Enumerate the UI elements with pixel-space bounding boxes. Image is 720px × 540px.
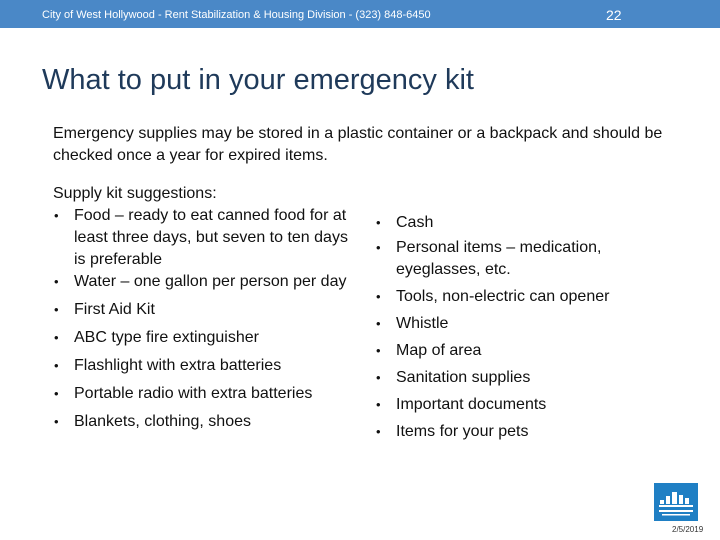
bullet-icon: •	[376, 240, 381, 255]
bullet-icon: •	[54, 414, 59, 429]
page-number: 22	[606, 7, 622, 23]
bullet-icon: •	[54, 358, 59, 373]
bullet-icon: •	[376, 215, 381, 230]
bullet-icon: •	[54, 302, 59, 317]
city-logo-graphic	[654, 483, 698, 521]
list-item	[375, 394, 675, 416]
list-item	[53, 299, 363, 321]
bullet-icon: •	[376, 289, 381, 304]
bullet-icon: •	[54, 386, 59, 401]
intro-paragraph: Emergency supplies may be stored in a plastic container or a backpack and should be checked once a year for expired items.	[53, 125, 663, 164]
list-item-text: ABC type fire extinguisher	[74, 329, 259, 346]
list-item-text: Important documents	[396, 396, 547, 413]
list-item-text: Personal items – medication, eyeglasses, etc.	[396, 239, 602, 278]
list-item	[375, 237, 675, 281]
list-item-text: Water – one gallon per person per day	[74, 273, 347, 290]
list-item	[375, 340, 675, 362]
list-item	[375, 367, 675, 389]
bullet-icon: •	[54, 208, 59, 223]
list-item-text: Cash	[396, 214, 434, 231]
bullet-icon: •	[376, 316, 381, 331]
list-item-text: Whistle	[396, 315, 449, 332]
list-item-text: Map of area	[396, 342, 482, 359]
footer-date: 2/5/2019	[672, 525, 704, 534]
slide-title: What to put in your emergency kit	[42, 64, 474, 96]
list-item-text: Portable radio with extra batteries	[74, 385, 313, 402]
bullet-icon: •	[54, 274, 59, 289]
list-item	[53, 327, 363, 349]
bullet-icon: •	[376, 424, 381, 439]
list-item-text: Blankets, clothing, shoes	[74, 413, 251, 430]
list-item-text: First Aid Kit	[74, 301, 155, 318]
supply-kit-right-column	[375, 212, 675, 448]
list-item	[53, 205, 363, 271]
list-item-text: Food – ready to eat canned food for at least three days, but seven to ten days is preferable	[74, 207, 348, 268]
supply-kit-heading: Supply kit suggestions:	[53, 185, 217, 202]
list-item	[53, 271, 363, 293]
bullet-icon: •	[54, 330, 59, 345]
list-item	[375, 212, 675, 234]
list-item	[375, 421, 675, 443]
right-list	[375, 212, 675, 443]
left-list	[53, 205, 363, 433]
bullet-icon: •	[376, 397, 381, 412]
list-item	[53, 383, 363, 405]
list-item-text: Flashlight with extra batteries	[74, 357, 282, 374]
list-item-text: Sanitation supplies	[396, 369, 531, 386]
bullet-icon: •	[376, 343, 381, 358]
list-item	[375, 313, 675, 335]
list-item	[375, 286, 675, 308]
city-logo-icon	[654, 483, 698, 521]
bullet-icon: •	[376, 370, 381, 385]
list-item-text: Items for your pets	[396, 423, 529, 440]
supply-kit-left-column	[53, 183, 363, 433]
list-item	[53, 411, 363, 433]
list-item-text: Tools, non-electric can opener	[396, 288, 610, 305]
list-item	[53, 355, 363, 377]
header-text: City of West Hollywood - Rent Stabilization & Housing Division - (323) 848-6450	[42, 9, 431, 21]
